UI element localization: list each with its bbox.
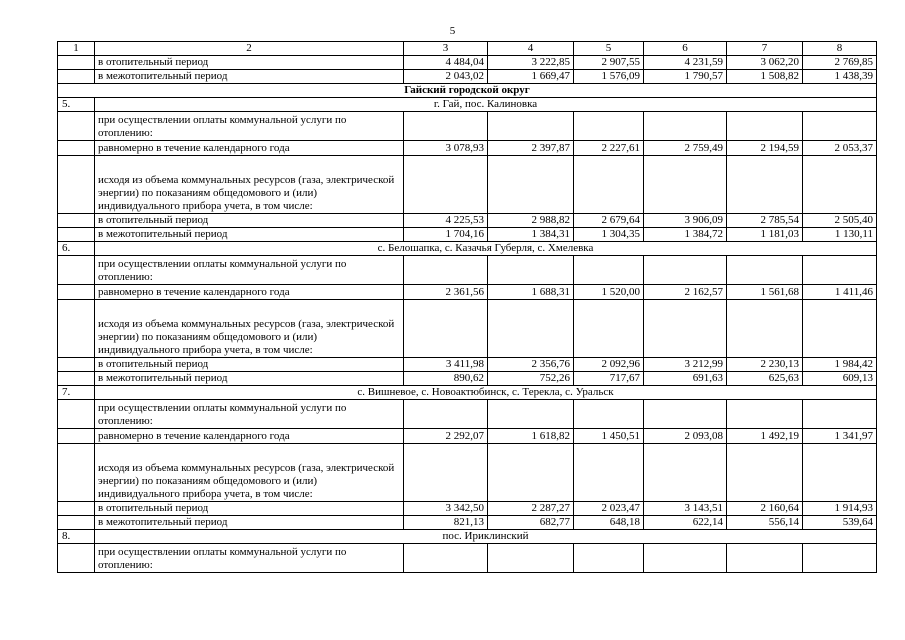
- heating-period-row: [58, 358, 877, 372]
- value-cell: 3 143,51: [644, 502, 727, 516]
- row-label: при осуществлении оплаты коммунальной услуги по отоплению:: [95, 400, 404, 429]
- empty-cell: [644, 256, 727, 285]
- row-number-cell: [58, 156, 95, 214]
- empty-cell: [803, 400, 877, 429]
- empty-cell: [404, 256, 488, 285]
- empty-cell: [404, 400, 488, 429]
- value-cell: 821,13: [404, 516, 488, 530]
- value-cell: 1 508,82: [727, 70, 803, 84]
- district-title-row: [58, 84, 877, 98]
- empty-cell: [727, 544, 803, 573]
- empty-cell: [488, 256, 574, 285]
- heating-period-row: [58, 56, 877, 70]
- row-number-cell: [58, 300, 95, 358]
- row-number-cell: [58, 285, 95, 300]
- empty-cell: [644, 156, 727, 214]
- row-label: исходя из объема коммунальных ресурсов (газа, электрической энергии) по показаниям общедомового и (или) индивидуального прибора учета, в том числе:: [95, 156, 404, 214]
- empty-cell: [574, 156, 644, 214]
- column-numbers-row: [58, 42, 877, 56]
- column-number: 6: [644, 42, 727, 56]
- empty-cell: [404, 444, 488, 502]
- value-cell: 2 361,56: [404, 285, 488, 300]
- settlement-row: [58, 386, 877, 400]
- value-cell: 1 384,31: [488, 228, 574, 242]
- value-cell: 1 984,42: [803, 358, 877, 372]
- value-cell: 2 160,64: [727, 502, 803, 516]
- payment-intro-row: [58, 112, 877, 141]
- row-number-cell: [58, 70, 95, 84]
- empty-cell: [727, 156, 803, 214]
- empty-cell: [574, 300, 644, 358]
- empty-cell: [727, 112, 803, 141]
- payment-intro-row: [58, 544, 877, 573]
- settlement-name: с. Белошапка, с. Казачья Губерля, с. Хмелевка: [95, 242, 877, 256]
- column-number: 8: [803, 42, 877, 56]
- table-body: [58, 42, 877, 573]
- value-cell: 3 342,50: [404, 502, 488, 516]
- value-cell: 1 561,68: [727, 285, 803, 300]
- column-number: 7: [727, 42, 803, 56]
- empty-cell: [727, 300, 803, 358]
- empty-cell: [727, 256, 803, 285]
- value-cell: 2 397,87: [488, 141, 574, 156]
- row-number-cell: [58, 544, 95, 573]
- value-cell: 2 043,02: [404, 70, 488, 84]
- value-cell: 1 384,72: [644, 228, 727, 242]
- value-cell: 2 230,13: [727, 358, 803, 372]
- value-cell: 1 704,16: [404, 228, 488, 242]
- empty-cell: [404, 112, 488, 141]
- empty-cell: [488, 112, 574, 141]
- row-number-cell: [58, 56, 95, 70]
- value-cell: 622,14: [644, 516, 727, 530]
- value-cell: 556,14: [727, 516, 803, 530]
- value-cell: 3 222,85: [488, 56, 574, 70]
- row-label: исходя из объема коммунальных ресурсов (газа, электрической энергии) по показаниям общедомового и (или) индивидуального прибора учета, в том числе:: [95, 444, 404, 502]
- value-cell: 2 679,64: [574, 214, 644, 228]
- value-cell: 752,26: [488, 372, 574, 386]
- row-label: при осуществлении оплаты коммунальной услуги по отоплению:: [95, 112, 404, 141]
- row-label: в отопительный период: [95, 358, 404, 372]
- value-cell: 3 906,09: [644, 214, 727, 228]
- settlement-row: [58, 530, 877, 544]
- value-cell: 1 438,39: [803, 70, 877, 84]
- heating-period-row: [58, 214, 877, 228]
- value-cell: 3 212,99: [644, 358, 727, 372]
- value-cell: 1 130,11: [803, 228, 877, 242]
- row-number-cell: [58, 400, 95, 429]
- row-label: в межотопительный период: [95, 70, 404, 84]
- value-cell: 4 231,59: [644, 56, 727, 70]
- value-cell: 2 769,85: [803, 56, 877, 70]
- value-cell: 691,63: [644, 372, 727, 386]
- district-title: Гайский городской округ: [58, 84, 877, 98]
- row-number-cell: [58, 444, 95, 502]
- settlement-name: с. Вишневое, с. Новоактюбинск, с. Терекла, с. Уральск: [95, 386, 877, 400]
- value-cell: 2 162,57: [644, 285, 727, 300]
- value-cell: 539,64: [803, 516, 877, 530]
- value-cell: 3 411,98: [404, 358, 488, 372]
- value-cell: 2 093,08: [644, 429, 727, 444]
- empty-cell: [404, 300, 488, 358]
- value-cell: 1 181,03: [727, 228, 803, 242]
- empty-cell: [803, 544, 877, 573]
- empty-cell: [404, 544, 488, 573]
- row-number-cell: [58, 112, 95, 141]
- value-cell: 1 304,35: [574, 228, 644, 242]
- empty-cell: [488, 444, 574, 502]
- uniform-payment-row: [58, 429, 877, 444]
- value-cell: 717,67: [574, 372, 644, 386]
- row-label: в межотопительный период: [95, 228, 404, 242]
- group-number: 7.: [58, 386, 95, 400]
- column-number: 1: [58, 42, 95, 56]
- row-number-cell: [58, 141, 95, 156]
- empty-cell: [574, 256, 644, 285]
- row-label: исходя из объема коммунальных ресурсов (газа, электрической энергии) по показаниям общедомового и (или) индивидуального прибора учета, в том числе:: [95, 300, 404, 358]
- empty-cell: [644, 112, 727, 141]
- non-heating-period-row: [58, 228, 877, 242]
- heating-period-row: [58, 502, 877, 516]
- value-cell: 2 092,96: [574, 358, 644, 372]
- value-cell: 682,77: [488, 516, 574, 530]
- empty-cell: [574, 400, 644, 429]
- row-number-cell: [58, 256, 95, 285]
- meter-intro-row: [58, 444, 877, 502]
- value-cell: 2 988,82: [488, 214, 574, 228]
- value-cell: 1 492,19: [727, 429, 803, 444]
- uniform-payment-row: [58, 285, 877, 300]
- non-heating-period-row: [58, 516, 877, 530]
- value-cell: 2 356,76: [488, 358, 574, 372]
- value-cell: 3 078,93: [404, 141, 488, 156]
- tariff-table: [57, 41, 877, 573]
- row-label: при осуществлении оплаты коммунальной услуги по отоплению:: [95, 544, 404, 573]
- value-cell: 1 520,00: [574, 285, 644, 300]
- page-number: 5: [449, 25, 456, 37]
- empty-cell: [727, 400, 803, 429]
- row-label: в отопительный период: [95, 56, 404, 70]
- row-label: равномерно в течение календарного года: [95, 141, 404, 156]
- uniform-payment-row: [58, 141, 877, 156]
- value-cell: 1 411,46: [803, 285, 877, 300]
- empty-cell: [803, 444, 877, 502]
- value-cell: 1 450,51: [574, 429, 644, 444]
- column-number: 3: [404, 42, 488, 56]
- value-cell: 1 341,97: [803, 429, 877, 444]
- empty-cell: [803, 112, 877, 141]
- value-cell: 2 907,55: [574, 56, 644, 70]
- row-label: при осуществлении оплаты коммунальной услуги по отоплению:: [95, 256, 404, 285]
- value-cell: 1 790,57: [644, 70, 727, 84]
- value-cell: 609,13: [803, 372, 877, 386]
- group-number: 8.: [58, 530, 95, 544]
- group-number: 5.: [58, 98, 95, 112]
- empty-cell: [404, 156, 488, 214]
- value-cell: 2 785,54: [727, 214, 803, 228]
- empty-cell: [644, 544, 727, 573]
- row-label: равномерно в течение календарного года: [95, 285, 404, 300]
- value-cell: 890,62: [404, 372, 488, 386]
- row-label: в межотопительный период: [95, 516, 404, 530]
- meter-intro-row: [58, 300, 877, 358]
- value-cell: 2 292,07: [404, 429, 488, 444]
- group-number: 6.: [58, 242, 95, 256]
- row-label: в межотопительный период: [95, 372, 404, 386]
- settlement-name: г. Гай, пос. Калиновка: [95, 98, 877, 112]
- row-number-cell: [58, 429, 95, 444]
- value-cell: 3 062,20: [727, 56, 803, 70]
- empty-cell: [644, 444, 727, 502]
- value-cell: 648,18: [574, 516, 644, 530]
- value-cell: 1 576,09: [574, 70, 644, 84]
- empty-cell: [488, 300, 574, 358]
- row-number-cell: [58, 516, 95, 530]
- value-cell: 1 914,93: [803, 502, 877, 516]
- empty-cell: [574, 112, 644, 141]
- row-number-cell: [58, 228, 95, 242]
- row-number-cell: [58, 372, 95, 386]
- value-cell: 2 023,47: [574, 502, 644, 516]
- settlement-row: [58, 98, 877, 112]
- non-heating-period-row: [58, 372, 877, 386]
- column-number: 4: [488, 42, 574, 56]
- value-cell: 1 688,31: [488, 285, 574, 300]
- empty-cell: [803, 300, 877, 358]
- value-cell: 1 669,47: [488, 70, 574, 84]
- empty-cell: [803, 256, 877, 285]
- value-cell: 4 225,53: [404, 214, 488, 228]
- empty-cell: [574, 444, 644, 502]
- row-number-cell: [58, 502, 95, 516]
- meter-intro-row: [58, 156, 877, 214]
- value-cell: 2 227,61: [574, 141, 644, 156]
- value-cell: 625,63: [727, 372, 803, 386]
- row-label: в отопительный период: [95, 214, 404, 228]
- value-cell: 1 618,82: [488, 429, 574, 444]
- column-number: 2: [95, 42, 404, 56]
- value-cell: 2 505,40: [803, 214, 877, 228]
- empty-cell: [488, 400, 574, 429]
- value-cell: 4 484,04: [404, 56, 488, 70]
- value-cell: 2 759,49: [644, 141, 727, 156]
- row-number-cell: [58, 358, 95, 372]
- empty-cell: [488, 156, 574, 214]
- value-cell: 2 053,37: [803, 141, 877, 156]
- column-number: 5: [574, 42, 644, 56]
- payment-intro-row: [58, 256, 877, 285]
- value-cell: 2 194,59: [727, 141, 803, 156]
- row-number-cell: [58, 214, 95, 228]
- settlement-name: пос. Ириклинский: [95, 530, 877, 544]
- row-label: равномерно в течение календарного года: [95, 429, 404, 444]
- settlement-row: [58, 242, 877, 256]
- empty-cell: [574, 544, 644, 573]
- empty-cell: [803, 156, 877, 214]
- empty-cell: [488, 544, 574, 573]
- empty-cell: [727, 444, 803, 502]
- non-heating-period-row: [58, 70, 877, 84]
- row-label: в отопительный период: [95, 502, 404, 516]
- empty-cell: [644, 400, 727, 429]
- empty-cell: [644, 300, 727, 358]
- payment-intro-row: [58, 400, 877, 429]
- value-cell: 2 287,27: [488, 502, 574, 516]
